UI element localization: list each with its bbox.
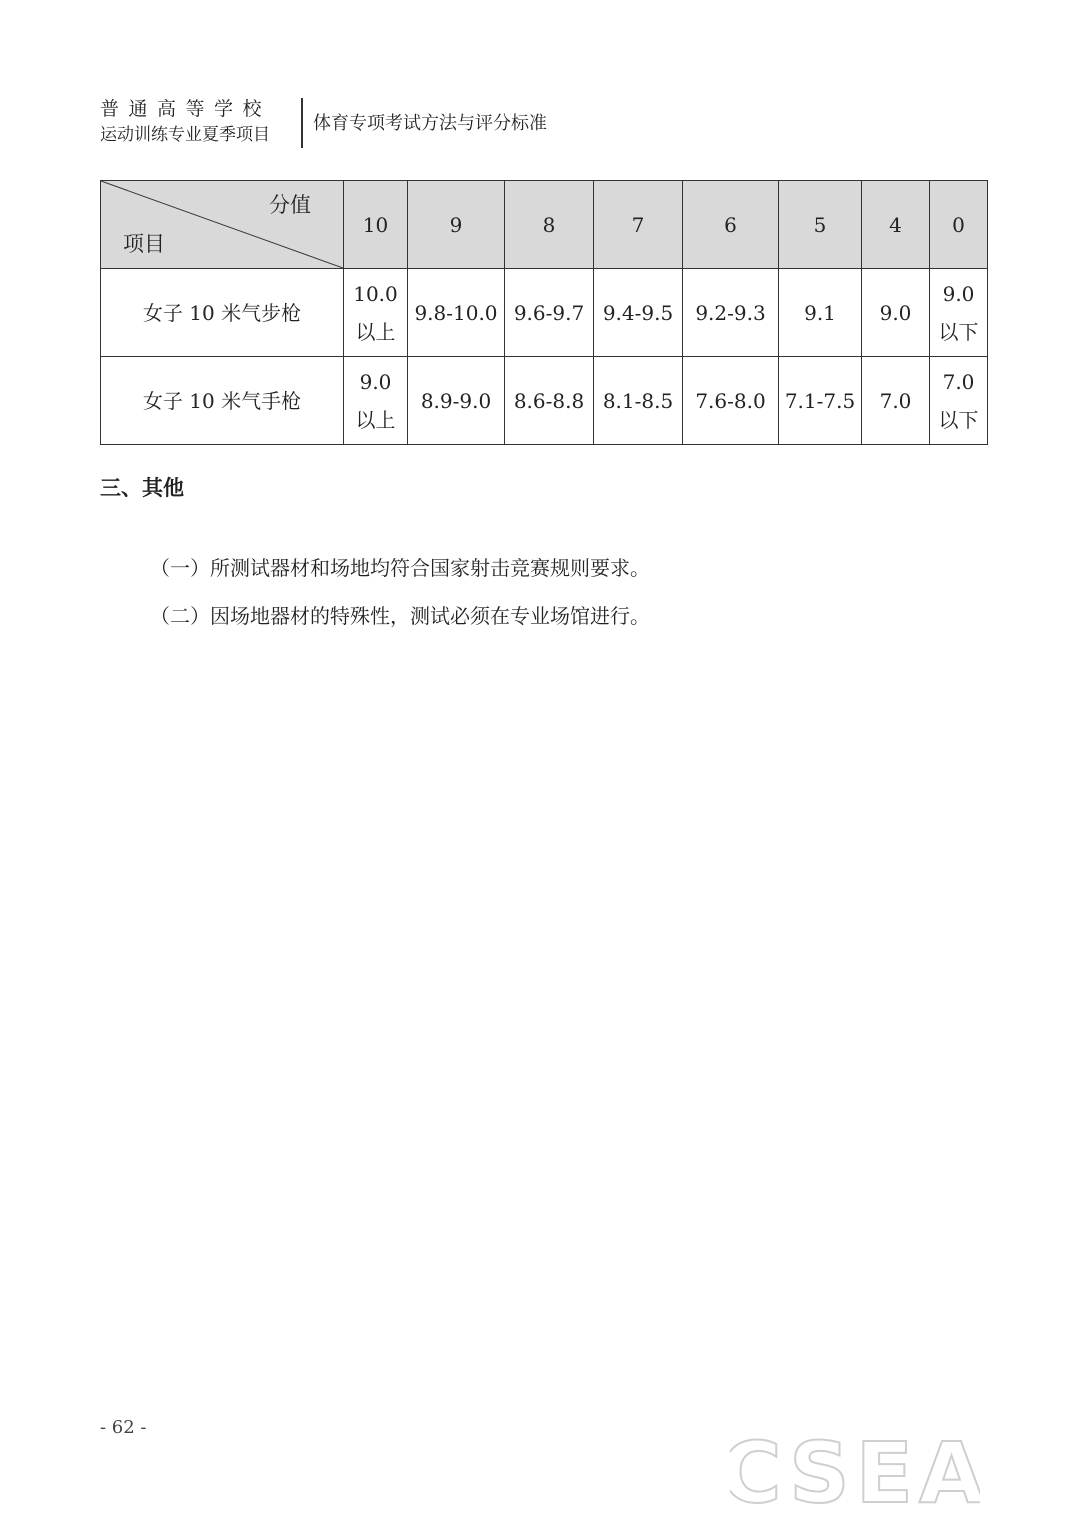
table-row <box>101 269 988 357</box>
page-number: - 62 - <box>100 1417 147 1438</box>
corner-label-score: 分值 <box>269 193 311 217</box>
school-line1: 普通高等学校 <box>100 98 272 120</box>
paragraph: （二）因场地器材的特殊性，测试必须在专业场馆进行。 <box>150 604 650 628</box>
score-header: 4 <box>862 181 930 269</box>
item-name-cell: 女子 10 米气手枪 <box>101 357 344 445</box>
score-cell: 9.2-9.3 <box>683 269 779 357</box>
svg-text:CSEA: CSEA <box>730 1432 980 1512</box>
corner-header-cell <box>101 181 344 269</box>
score-cell: 9.0 <box>862 269 930 357</box>
score-header: 5 <box>779 181 862 269</box>
score-cell: 7.6-8.0 <box>683 357 779 445</box>
score-cell: 8.6-8.8 <box>505 357 594 445</box>
document-title: 体育专项考试方法与评分标准 <box>313 113 547 134</box>
score-cell: 9.0 以上 <box>344 357 408 445</box>
scoring-table <box>100 180 988 445</box>
score-cell: 7.0 <box>862 357 930 445</box>
item-name-cell: 女子 10 米气步枪 <box>101 269 344 357</box>
watermark-graphic <box>730 1432 980 1512</box>
score-cell: 9.6-9.7 <box>505 269 594 357</box>
table-row <box>101 357 988 445</box>
score-cell: 10.0 以上 <box>344 269 408 357</box>
score-cell: 9.4-9.5 <box>594 269 683 357</box>
score-header: 0 <box>930 181 988 269</box>
score-header: 8 <box>505 181 594 269</box>
table-header-row <box>101 181 988 269</box>
score-cell: 7.0 以下 <box>930 357 988 445</box>
score-cell: 8.1-8.5 <box>594 357 683 445</box>
corner-label-item: 项目 <box>123 232 165 256</box>
paragraph: （一）所测试器材和场地均符合国家射击竞赛规则要求。 <box>150 556 650 580</box>
score-cell: 7.1-7.5 <box>779 357 862 445</box>
score-header: 9 <box>408 181 505 269</box>
score-header: 10 <box>344 181 408 269</box>
school-line2: 运动训练专业夏季项目 <box>100 125 270 145</box>
csea-watermark-logo <box>730 1432 980 1512</box>
score-cell: 9.8-10.0 <box>408 269 505 357</box>
score-cell: 8.9-9.0 <box>408 357 505 445</box>
school-name <box>100 96 292 148</box>
header-divider <box>301 98 303 148</box>
score-cell: 9.1 <box>779 269 862 357</box>
section-heading: 三、其他 <box>100 475 184 500</box>
score-header: 6 <box>683 181 779 269</box>
score-header: 7 <box>594 181 683 269</box>
score-cell: 9.0 以下 <box>930 269 988 357</box>
